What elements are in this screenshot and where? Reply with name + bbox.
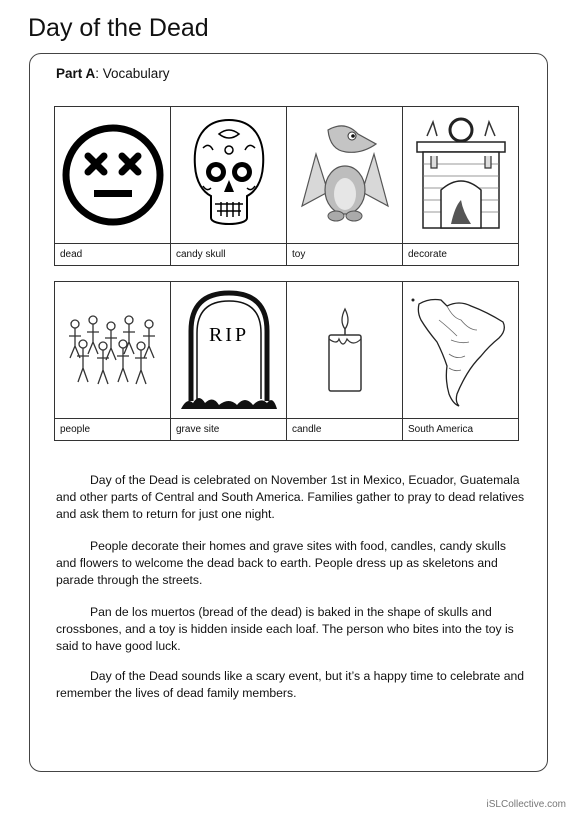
vocab-image-cell	[55, 107, 171, 244]
vocabulary-grid-row2	[54, 281, 519, 441]
section-heading-rest: : Vocabulary	[95, 66, 170, 81]
reading-paragraph: Pan de los muertos (bread of the dead) is baked in the shape of skulls and crossbones, and a toy is hidden inside each loaf. The person who bites into the toy is said to have good luck.	[56, 605, 514, 653]
vocab-image-cell	[55, 282, 171, 419]
vocab-image-cell	[171, 282, 287, 419]
section-heading	[56, 66, 170, 81]
vocab-image-cell	[171, 107, 287, 244]
gravestone-label: RIP	[208, 324, 249, 346]
decorated-fireplace-icon	[411, 116, 511, 234]
reading-paragraph: Day of the Dead sounds like a scary event, but it’s a happy time to celebrate and remember the lives of dead family members.	[56, 669, 525, 700]
candle-icon	[315, 305, 375, 395]
vocabulary-grid-row1	[54, 106, 519, 266]
vocab-label: South America	[403, 419, 519, 441]
vocab-image-cell	[403, 107, 519, 244]
reading-paragraph: People decorate their homes and grave sites with food, candles, candy skulls and flowers to welcome the dead back to earth. People dress up as skeletons and parade through the streets.	[56, 539, 506, 587]
section-heading-bold: Part A	[56, 66, 96, 81]
reading-paragraph: Day of the Dead is celebrated on November 1st in Mexico, Ecuador, Guatemala and other parts of Central and South America. Families gather to pray to dead relatives and ask them to return for just one night.	[56, 473, 525, 521]
vocab-label: grave site	[171, 419, 287, 441]
vocab-image-cell	[403, 282, 519, 419]
vocab-label: toy	[287, 244, 403, 266]
vocab-label: dead	[55, 244, 171, 266]
gravestone-icon	[177, 287, 281, 413]
candy-skull-icon	[189, 116, 269, 234]
vocab-label: candle	[287, 419, 403, 441]
south-america-map-icon	[409, 290, 513, 410]
crowd-icon	[61, 310, 165, 390]
toy-dinosaur-icon	[298, 120, 392, 230]
vocab-image-cell	[287, 282, 403, 419]
vocab-label: candy skull	[171, 244, 287, 266]
footer-watermark: iSLCollective.com	[486, 799, 566, 810]
vocab-label: decorate	[403, 244, 519, 266]
page-title: Day of the Dead	[28, 14, 209, 42]
vocab-label: people	[55, 419, 171, 441]
dead-face-icon	[61, 123, 165, 227]
vocab-image-cell	[287, 107, 403, 244]
